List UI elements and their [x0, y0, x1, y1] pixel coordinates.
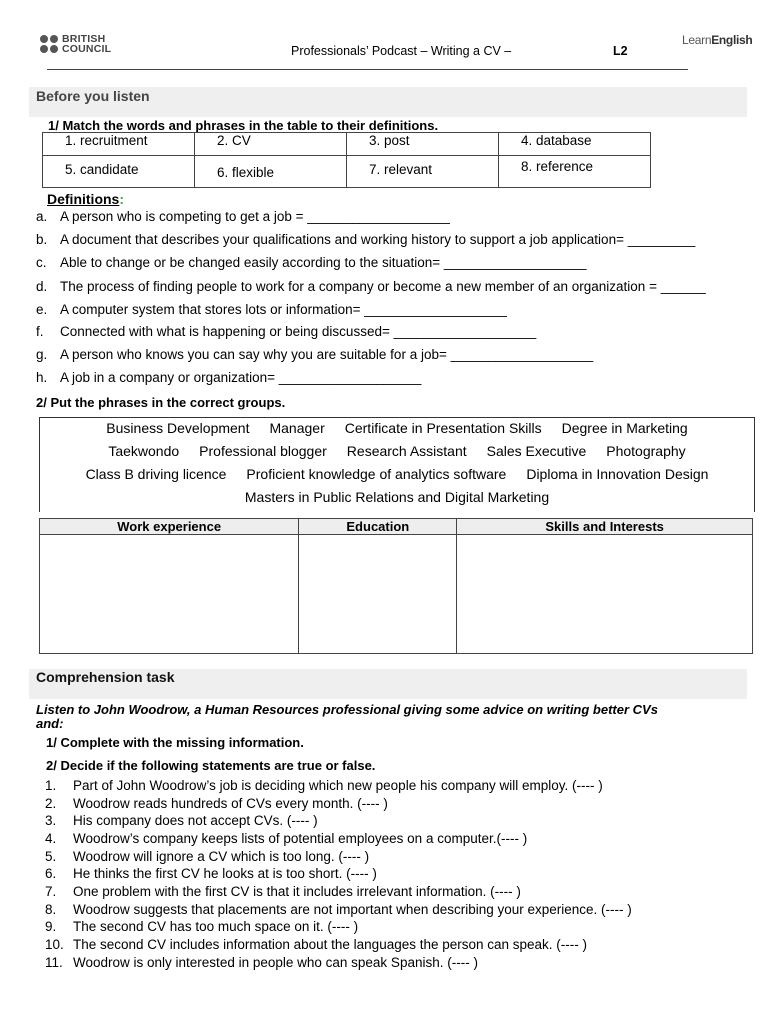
logo-line-2: COUNCIL: [62, 43, 112, 55]
level-label: L2: [613, 44, 628, 58]
phrase: Research Assistant: [346, 443, 467, 459]
statement-text: Woodrow is only interested in people who can speak Spanish. (---- ): [73, 955, 478, 970]
phrase: Proficient knowledge of analytics software: [246, 466, 507, 482]
header-divider: [47, 69, 688, 70]
section-band-before: [29, 87, 747, 117]
statement-text: Woodrow will ignore a CV which is too long. (---- ): [73, 849, 370, 864]
vocab-cell: 6. flexible: [195, 156, 347, 188]
phrase: Taekwondo: [108, 443, 180, 459]
section-heading-comprehension: Comprehension task: [36, 669, 175, 685]
definitions-title: [47, 191, 124, 207]
statement-item: [45, 831, 527, 846]
definitions-colon: :: [119, 191, 125, 207]
definition-item: [36, 302, 507, 317]
group-header-work: Work experience: [40, 519, 299, 535]
phrase-line: [40, 420, 754, 436]
phrase: Business Development: [106, 420, 250, 436]
vocab-cell: 4. database: [499, 133, 651, 156]
answer-cell-education: [299, 535, 457, 654]
vocab-table: [42, 132, 651, 188]
statement-item: [45, 955, 478, 970]
definition-item: [36, 232, 695, 247]
definition-text: Connected with what is happening or being discussed= ___________________: [60, 324, 537, 339]
statement-number: 9.: [45, 919, 57, 934]
definition-text: A document that describes your qualifications and working history to support a job application= _________: [60, 232, 696, 247]
phrase-line: [40, 466, 754, 482]
statement-number: 1.: [45, 778, 57, 793]
vocab-cell: 8. reference: [499, 156, 651, 188]
definition-text: A job in a company or organization= ___________________: [60, 370, 422, 385]
logo-dots-icon: [40, 35, 58, 53]
statement-number: 10.: [45, 937, 64, 952]
group-header-skills: Skills and Interests: [457, 519, 753, 535]
statement-item: [45, 813, 318, 828]
definition-letter: b.: [36, 232, 48, 247]
group-header-education: Education: [299, 519, 457, 535]
statement-text: The second CV has too much space on it. (---- ): [73, 919, 359, 934]
statement-text: One problem with the first CV is that it includes irrelevant information. (---- ): [73, 884, 521, 899]
phrase: Diploma in Innovation Design: [526, 466, 709, 482]
definition-item: [36, 279, 706, 294]
comprehension-intro-2: and:: [36, 716, 64, 731]
statement-number: 5.: [45, 849, 57, 864]
vocab-cell: 7. relevant: [347, 156, 499, 188]
statement-text: The second CV includes information about the languages the person can speak. (---- ): [73, 937, 588, 952]
phrase: Masters in Public Relations and Digital Marketing: [244, 489, 550, 505]
definition-text: A person who knows you can say why you are suitable for a job= ___________________: [60, 347, 594, 362]
learn-prefix: Learn: [682, 33, 712, 47]
statement-item: [45, 778, 603, 793]
definition-letter: f.: [36, 324, 44, 339]
phrase: Sales Executive: [486, 443, 587, 459]
definition-item: [36, 255, 587, 270]
table-row: [40, 535, 753, 654]
comprehension-task2: 2/ Decide if the following statements are true or false.: [46, 758, 376, 773]
phrase: Degree in Marketing: [561, 420, 688, 436]
logo-line-1: BRITISH: [62, 33, 106, 45]
table-header-row: [40, 519, 753, 535]
table-row: [43, 156, 651, 188]
learnenglish-logo: [682, 33, 752, 47]
vocab-cell: 2. CV: [195, 133, 347, 156]
british-council-logo: [40, 34, 111, 54]
statement-number: 7.: [45, 884, 57, 899]
statement-text: Woodrow reads hundreds of CVs every month. (---- ): [73, 796, 388, 811]
definition-letter: e.: [36, 302, 48, 317]
definition-item: [36, 370, 421, 385]
statement-number: 3.: [45, 813, 57, 828]
phrase-box: [39, 417, 755, 512]
phrase: Certificate in Presentation Skills: [344, 420, 542, 436]
definition-text: The process of finding people to work for a company or become a new member of an organization = ______: [60, 279, 706, 294]
statement-number: 8.: [45, 902, 57, 917]
statement-item: [45, 902, 632, 917]
vocab-cell: 3. post: [347, 133, 499, 156]
definition-letter: h.: [36, 370, 48, 385]
definition-item: [36, 347, 593, 362]
statement-number: 6.: [45, 866, 57, 881]
statement-text: He thinks the first CV he looks at is too short. (---- ): [73, 866, 377, 881]
statement-number: 4.: [45, 831, 57, 846]
statement-text: Woodrow’s company keeps lists of potential employees on a computer.(---- ): [73, 831, 528, 846]
table-row: [43, 133, 651, 156]
vocab-cell: 5. candidate: [43, 156, 195, 188]
phrase: Class B driving licence: [85, 466, 227, 482]
comprehension-task1: 1/ Complete with the missing information.: [46, 735, 304, 750]
page-title: Professionals’ Podcast – Writing a CV –: [291, 44, 512, 58]
definitions-title-text: Definitions: [47, 191, 120, 207]
definition-item: [36, 209, 450, 224]
phrase: Photography: [606, 443, 686, 459]
groups-table: [39, 518, 753, 654]
statement-item: [45, 866, 377, 881]
answer-cell-work: [40, 535, 299, 654]
statement-item: [45, 884, 521, 899]
definition-letter: a.: [36, 209, 48, 224]
statement-item: [45, 937, 587, 952]
statement-text: Woodrow suggests that placements are not important when describing your experience. (---- ): [73, 902, 632, 917]
task1-instruction: 1/ Match the words and phrases in the table to their definitions.: [48, 118, 439, 133]
section-heading-before: Before you listen: [36, 88, 150, 104]
comprehension-intro-1: Listen to John Woodrow, a Human Resources professional giving some advice on writing better CVs: [36, 702, 658, 717]
statement-number: 2.: [45, 796, 57, 811]
statement-number: 11.: [45, 955, 63, 970]
definition-text: A computer system that stores lots or information= ___________________: [60, 302, 507, 317]
answer-cell-skills: [457, 535, 753, 654]
definition-text: A person who is competing to get a job = ___________________: [60, 209, 450, 224]
phrase: Professional blogger: [199, 443, 327, 459]
phrase: Manager: [269, 420, 325, 436]
statement-item: [45, 919, 358, 934]
statement-item: [45, 849, 369, 864]
learn-suffix: English: [711, 33, 753, 47]
phrase-line: [40, 443, 754, 459]
definition-letter: d.: [36, 279, 48, 294]
vocab-cell: 1. recruitment: [43, 133, 195, 156]
section-band-comprehension: [29, 669, 747, 699]
definition-item: [36, 324, 536, 339]
statement-text: Part of John Woodrow’s job is deciding which new people his company will employ. (---- ): [73, 778, 603, 793]
definition-text: Able to change or be changed easily according to the situation= ___________________: [60, 255, 587, 270]
task2-instruction: 2/ Put the phrases in the correct groups.: [36, 395, 286, 410]
definition-letter: c.: [36, 255, 47, 270]
statement-item: [45, 796, 388, 811]
definition-letter: g.: [36, 347, 48, 362]
phrase-line: [40, 489, 754, 505]
statement-text: His company does not accept CVs. (---- ): [73, 813, 318, 828]
